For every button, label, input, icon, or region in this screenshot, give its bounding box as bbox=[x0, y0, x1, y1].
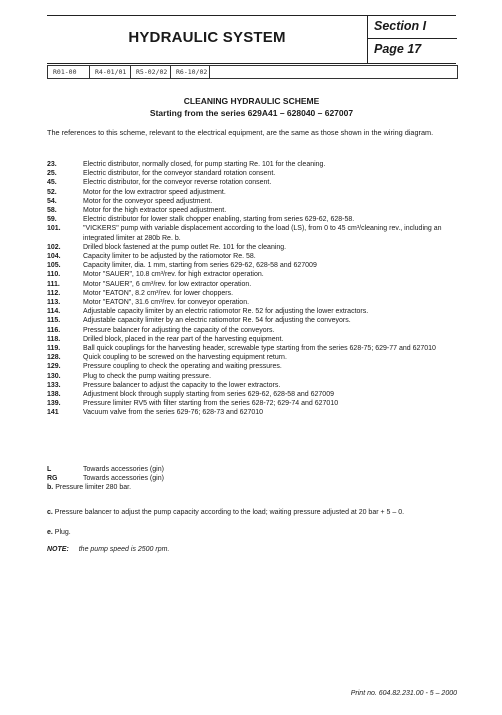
reference-item bbox=[47, 399, 462, 408]
note-key: NOTE: bbox=[47, 546, 69, 553]
reference-item-number: 139. bbox=[47, 400, 61, 408]
reference-item-description: Quick coupling to be screwed on the harvesting equipment return. bbox=[83, 354, 287, 362]
reference-item bbox=[47, 280, 462, 289]
reference-item bbox=[47, 326, 462, 335]
reference-item-description: Pressure limiter RV5 with filter starting from the series 628-72; 629-74 and 627010 bbox=[83, 400, 339, 408]
reference-item bbox=[47, 224, 462, 242]
reference-item-number: 25. bbox=[47, 170, 57, 178]
note-c-text: Pressure balancer to adjust the pump capacity according to the load; waiting pressure adjusted at 20 bar + 5 – 0. bbox=[54, 509, 405, 516]
reference-item-description: Electric distributor, normally closed, for pump starting Re. 101 for the cleaning. bbox=[83, 161, 326, 168]
scheme-subtitle: Starting from the series 629A41 – 628040 – 627007 bbox=[149, 108, 354, 118]
reference-item-number: 23. bbox=[47, 161, 57, 168]
intro-paragraph: The references to this scheme, relevant to the electrical equipment, are the same as those shown in the wiring diagram. bbox=[47, 128, 434, 137]
section-label: Section I bbox=[374, 19, 427, 33]
reference-item bbox=[47, 188, 462, 197]
scheme-title: CLEANING HYDRAULIC SCHEME bbox=[183, 96, 320, 106]
reference-item-number: 45. bbox=[47, 179, 57, 187]
reference-item bbox=[47, 178, 462, 187]
connection-item bbox=[47, 465, 462, 474]
reference-item-number: 52. bbox=[47, 188, 57, 196]
reference-item bbox=[47, 160, 462, 169]
reference-item-description: Drilled block, placed in the rear part of the harvesting equipment. bbox=[83, 335, 284, 343]
note-b bbox=[47, 483, 131, 492]
reference-item-number: 54. bbox=[47, 197, 57, 205]
reference-item-description: Ball quick couplings for the harvesting header, screwable type starting from the series 628-75; 629-77 and 627010 bbox=[83, 345, 436, 353]
reference-item bbox=[47, 270, 462, 279]
reference-item-description: "VICKERS" pump with variable displacement according to the load (LS), from 0 to 45 cm³/cleaning rev., including an integrated limiter at 280b Re. b. bbox=[83, 225, 442, 242]
reference-item-number: 138. bbox=[47, 391, 61, 399]
reference-item bbox=[47, 372, 462, 381]
reference-item bbox=[47, 252, 462, 261]
reference-item-description: Pressure coupling to check the operating and waiting pressures. bbox=[83, 363, 282, 371]
print-number: Print no. 604.82.231.00 - 5 – 2000 bbox=[350, 690, 457, 697]
reference-item bbox=[47, 169, 462, 178]
connection-list bbox=[47, 465, 462, 483]
reference-item-number: 141 bbox=[47, 409, 59, 417]
reference-item bbox=[47, 206, 462, 215]
reference-item-number: 105. bbox=[47, 262, 61, 270]
reference-item-number: 129. bbox=[47, 363, 61, 371]
reference-item-description: Adjustment block through supply starting from series 629-62, 628-58 and 627009 bbox=[83, 391, 334, 399]
section-box bbox=[367, 16, 457, 63]
reference-item bbox=[47, 289, 462, 298]
reference-item-number: 133. bbox=[47, 381, 61, 389]
connection-item-number: RG bbox=[47, 475, 58, 483]
reference-item-description: Motor "EATON", 31.6 cm³/rev. for conveyor operation. bbox=[83, 299, 250, 307]
note-c bbox=[47, 508, 462, 517]
reference-item-description: Capacity limiter, dia. 1 mm, starting from series 629-62, 628-58 and 627009 bbox=[83, 262, 317, 270]
connection-item-description: Towards accessories (gin) bbox=[83, 475, 164, 483]
reference-item bbox=[47, 408, 462, 417]
connection-item-number: L bbox=[47, 466, 52, 473]
reference-item bbox=[47, 197, 462, 206]
note-b-text: Pressure limiter 280 bar. bbox=[55, 484, 132, 491]
reference-item bbox=[47, 362, 462, 371]
reference-item bbox=[47, 307, 462, 316]
reference-item-description: Plug to check the pump waiting pressure. bbox=[83, 372, 212, 380]
reference-item bbox=[47, 390, 462, 399]
revision-row bbox=[47, 65, 458, 79]
document-title: HYDRAULIC SYSTEM bbox=[128, 29, 286, 46]
reference-item-description: Pressure balancer to adjust the capacity to the lower extractors. bbox=[83, 381, 281, 389]
reference-item-number: 102. bbox=[47, 243, 61, 251]
connection-item-description: Towards accessories (gin) bbox=[83, 466, 164, 473]
reference-item-description: Electric distributor, for the conveyor reverse rotation consent. bbox=[83, 179, 272, 187]
reference-item bbox=[47, 215, 462, 224]
reference-item-number: 118. bbox=[47, 335, 61, 343]
reference-item-number: 59. bbox=[47, 216, 57, 224]
page-number-label: Page 17 bbox=[374, 42, 422, 56]
reference-item-description: Electric distributor for lower stalk chopper enabling, starting from series 629-62, 628-58. bbox=[83, 216, 355, 224]
reference-item bbox=[47, 298, 462, 307]
reference-item bbox=[47, 316, 462, 325]
reference-item-number: 116. bbox=[47, 326, 61, 334]
revision-cell: R01-00 bbox=[48, 66, 90, 78]
section-divider bbox=[368, 38, 457, 39]
reference-item-description: Adjustable capacity limiter by an electric ratiomotor Re. 54 for adjusting the conveyors. bbox=[83, 317, 351, 325]
reference-item bbox=[47, 344, 462, 353]
note-c-key: c. bbox=[47, 509, 53, 516]
reference-item bbox=[47, 261, 462, 270]
reference-item-number: 101. bbox=[47, 225, 61, 233]
note-e bbox=[47, 528, 71, 537]
reference-item-description: Motor for the low extractror speed adjustment. bbox=[83, 188, 226, 196]
reference-item-description: Motor "SAUER", 10.8 cm³/rev. for high extractor operation. bbox=[83, 271, 264, 279]
revision-cell: R6-10/02 bbox=[171, 66, 210, 78]
reference-item-number: 119. bbox=[47, 345, 61, 353]
note-e-key: e. bbox=[47, 529, 53, 536]
reference-item-number: 110. bbox=[47, 271, 61, 279]
reference-item-description: Electric distributor, for the conveyor standard rotation consent. bbox=[83, 170, 276, 178]
reference-item-description: Motor "SAUER", 6 cm³/rev. for low extractor operation. bbox=[83, 280, 252, 288]
note-e-text: Plug. bbox=[54, 529, 71, 536]
note-text: the pump speed is 2500 rpm. bbox=[78, 546, 170, 553]
reference-item-number: 111. bbox=[47, 280, 60, 288]
pump-speed-note bbox=[47, 545, 169, 554]
reference-item bbox=[47, 381, 462, 390]
reference-item-number: 113. bbox=[47, 299, 61, 307]
reference-item-description: Capacity limiter to be adjusted by the ratiomotor Re. 58. bbox=[83, 253, 256, 261]
reference-item-number: 115. bbox=[47, 317, 61, 325]
reference-item-number: 58. bbox=[47, 207, 57, 215]
reference-item-number: 104. bbox=[47, 253, 61, 261]
reference-item bbox=[47, 353, 462, 362]
reference-item-description: Drilled block fastened at the pump outlet Re. 101 for the cleaning. bbox=[83, 243, 287, 251]
reference-item-number: 130. bbox=[47, 372, 61, 380]
reference-item-description: Adjustable capacity limiter by an electric ratiomotor Re. 52 for adjusting the lower extractors. bbox=[83, 308, 369, 316]
reference-item-description: Pressure balancer for adjusting the capacity of the conveyors. bbox=[83, 326, 275, 334]
reference-item-description: Vacuum valve from the series 629-76; 628-73 and 627010 bbox=[83, 409, 264, 417]
reference-item-description: Motor for the high extractor speed adjustment. bbox=[83, 207, 227, 215]
reference-item-number: 128. bbox=[47, 354, 61, 362]
reference-item-number: 114. bbox=[47, 308, 61, 316]
reference-item-number: 112. bbox=[47, 289, 61, 297]
page-header bbox=[47, 15, 456, 64]
revision-cell: R5-02/02 bbox=[131, 66, 171, 78]
reference-item-description: Motor for the conveyor speed adjustment. bbox=[83, 197, 213, 205]
reference-item bbox=[47, 243, 462, 252]
reference-item-description: Motor "EATON", 8.2 cm³/rev. for lower choppers. bbox=[83, 289, 234, 297]
reference-item bbox=[47, 335, 462, 344]
reference-list bbox=[47, 160, 462, 418]
note-b-key: b. bbox=[47, 484, 54, 491]
revision-cell: R4-01/01 bbox=[90, 66, 131, 78]
